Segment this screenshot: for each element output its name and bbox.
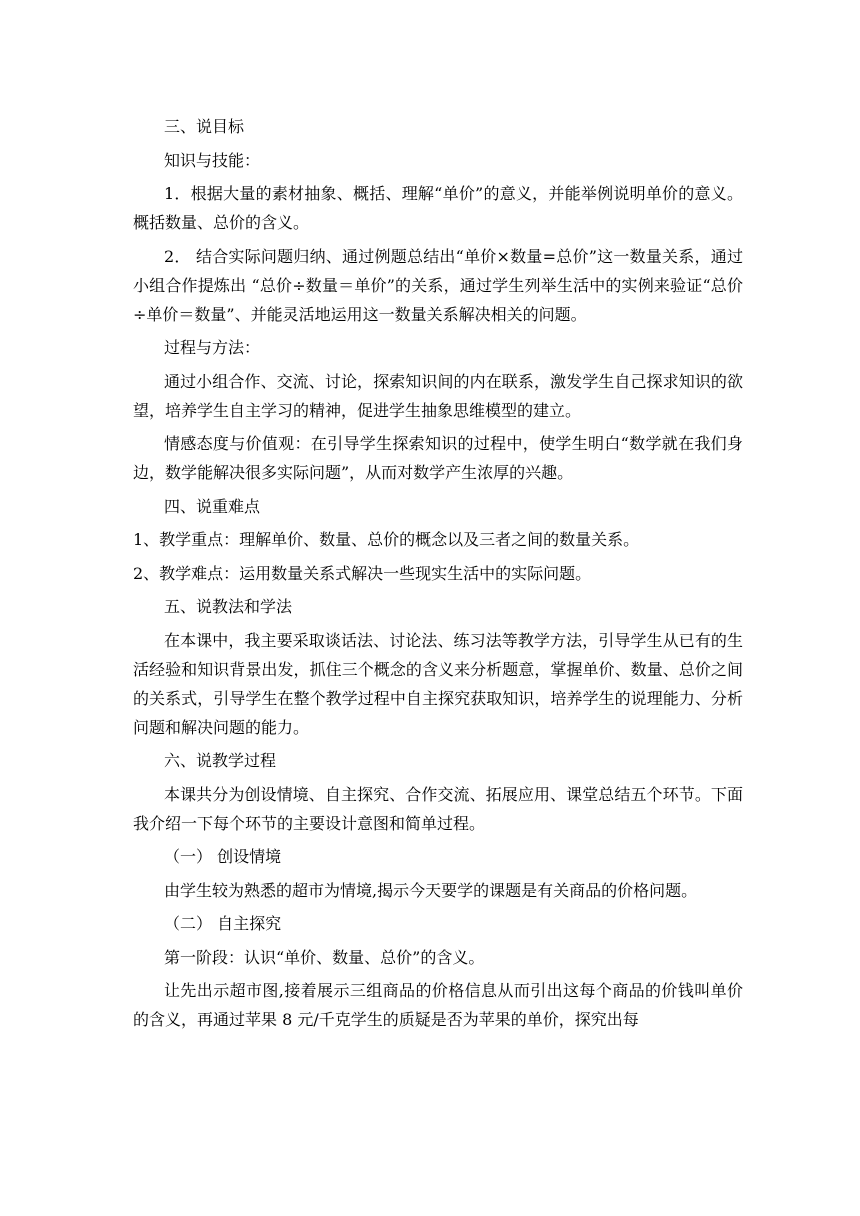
subheading-knowledge-skills: 知识与技能： (164, 150, 261, 170)
paragraph-supermarket: 让先出示超市图,接着展示三组商品的价格信息从而引出这每个商品的价钱叫单价的含义，再通过苹果 8 元/千克学生的质疑是否为苹果的单价，探究出每 (133, 981, 743, 1029)
paragraph-methods: 在本课中，我主要采取谈话法、讨论法、练习法等教学方法，引导学生从已有的生活经验和知识背景出发，抓住三个概念的含义来分析题意，掌握单价、数量、总价之间的关系式，引导学生在整个教学过程中自主探究获取知识，培养学生的说理能力、分析问题和解决问题的能力。 (133, 630, 743, 737)
paragraph-process-overview: 本课共分为创设情境、自主探究、合作交流、拓展应用、课堂总结五个环节。下面我介绍一下每个环节的主要设计意图和简单过程。 (133, 784, 743, 833)
document-body (133, 112, 743, 1039)
paragraph-key-point: 1、教学重点：理解单价、数量、总价的概念以及三者之间的数量关系。 (133, 530, 640, 549)
paragraph-difficult-point: 2、教学难点：运用数量关系式解决一些现实生活中的实际问题。 (133, 563, 592, 583)
heading-key-points: 四、说重难点 (164, 496, 261, 516)
heading-teaching-process: 六、说教学过程 (164, 751, 277, 770)
paragraph-process-method: 通过小组合作、交流、讨论，探索知识间的内在联系，激发学生自己探求知识的欲望，培养学生自主学习的精神，促进学生抽象思维模型的建立。 (133, 371, 743, 420)
paragraph-emotion-attitude: 情感态度与价值观：在引导学生探索知识的过程中，使学生明白“数学就在我们身边，数学能解决很多实际问题”，从而对数学产生浓厚的兴趣。 (133, 434, 743, 482)
paragraph-stage-one: 第一阶段：认识“单价、数量、总价”的含义。 (164, 947, 485, 967)
heading-methods: 五、说教法和学法 (164, 597, 293, 616)
section-create-scenario: （一） 创设情境 (164, 847, 282, 866)
section-independent-inquiry: （二） 自主探究 (164, 914, 282, 933)
paragraph-objective-1: 1．根据大量的素材抽象、概括、理解“单价”的意义，并能举例说明单价的意义。概括数量、总价的含义。 (133, 184, 743, 232)
subheading-process-method: 过程与方法： (164, 338, 261, 357)
paragraph-objective-2: 2． 结合实际问题归纳、通过例题总结出“单价×数量=总价”这一数量关系，通过小组合作提炼出 “总价÷数量＝单价”的关系，通过学生列举生活中的实例来验证“总价÷单价＝数量”、并能灵活地运用这一数量关系解决相关的问题。 (133, 246, 743, 324)
paragraph-create-scenario: 由学生较为熟悉的超市为情境,揭示今天要学的课题是有关商品的价格问题。 (164, 880, 698, 900)
heading-objectives: 三、说目标 (164, 117, 245, 136)
